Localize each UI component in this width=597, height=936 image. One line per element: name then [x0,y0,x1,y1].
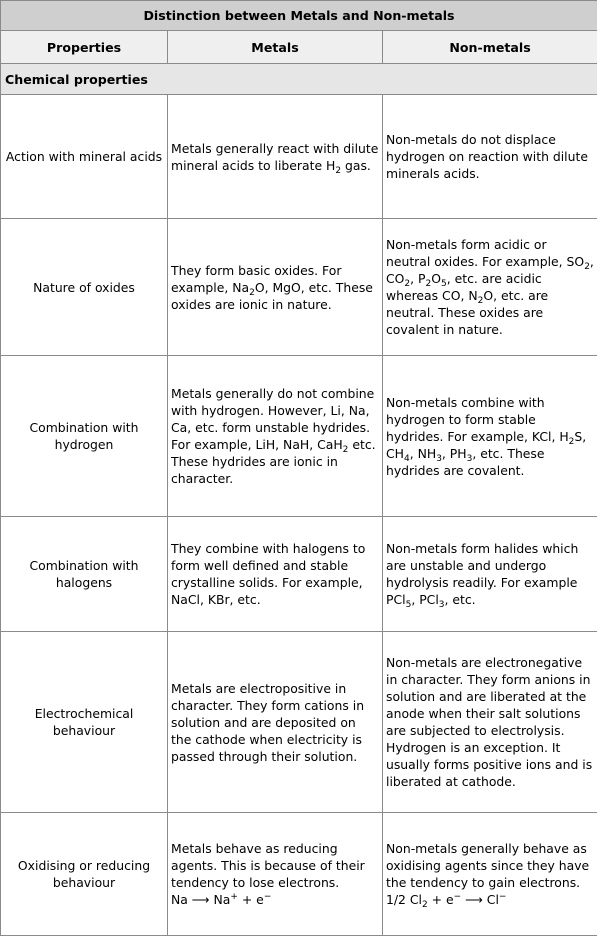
metals-cell: Metals behave as reducing agents. This is because of their tendency to lose electrons. Na ⟶ Na+ + e− [168,813,383,936]
header-properties: Properties [1,31,168,64]
table-title: Distinction between Metals and Non-metals [1,1,597,31]
property-cell: Nature of oxides [1,219,168,356]
table-row [1,356,597,517]
property-cell: Action with mineral acids [1,95,168,219]
nonmetals-cell: Non-metals form halides which are unstable and undergo hydrolysis readily. For example PCl$_5$, PCl$_3$, etc. [383,517,597,632]
table-row [1,95,597,219]
metals-cell: Metals generally react with dilute mineral acids to liberate $H_2$ gas. [168,95,383,219]
table-row [1,632,597,813]
nonmetals-cell: Non-metals generally behave as oxidising agents since they have the tendency to gain electrons. 1/2 $Cl_2 + e^-$ ⟶ Cl− [383,813,597,936]
metals-cell: They form basic oxides. For example, $Na_2O$, MgO, etc. These oxides are ionic in nature. [168,219,383,356]
metals-cell: Metals are electropositive in character. They form cations in solution and are deposited on the cathode when electricity is passed through their solution. [168,632,383,813]
section-heading: Chemical properties [1,64,597,95]
table-row [1,813,597,936]
nonmetals-cell: Non-metals do not displace hydrogen on reaction with dilute minerals acids. [383,95,597,219]
property-cell: Combination with halogens [1,517,168,632]
property-cell: Oxidising or reducing behaviour [1,813,168,936]
table-row [1,517,597,632]
nonmetals-cell: Non-metals combine with hydrogen to form stable hydrides. For example, KCl, $H_2S$, $CH_4$, $NH_3$, $PH_3$, etc. These hydrides are covalent. [383,356,597,517]
metals-cell: Metals generally do not combine with hydrogen. However, Li, Na, Ca, etc. form unstable hydrides. For example, LiH, NaH, CaH$_2$ etc. These hydrides are ionic in character. [168,356,383,517]
header-nonmetals: Non-metals [383,31,597,64]
property-cell: Combination with hydrogen [1,356,168,517]
nonmetals-cell: Non-metals form acidic or neutral oxides. For example, $SO_2$, $CO_2$, $P_2O_5$, etc. are acidic whereas CO, $N_2O$, etc. are neutral. These oxides are covalent in nature. [383,219,597,356]
table-row [1,219,597,356]
property-cell: Electrochemical behaviour [1,632,168,813]
nonmetals-cell: Non-metals are electronegative in character. They form anions in solution and are liberated at the anode when their salt solutions are subjected to electrolysis. Hydrogen is an exception. It usually forms positive ions and is liberated at cathode. [383,632,597,813]
header-metals: Metals [168,31,383,64]
metals-cell: They combine with halogens to form well defined and stable crystalline solids. For example, NaCl, KBr, etc. [168,517,383,632]
